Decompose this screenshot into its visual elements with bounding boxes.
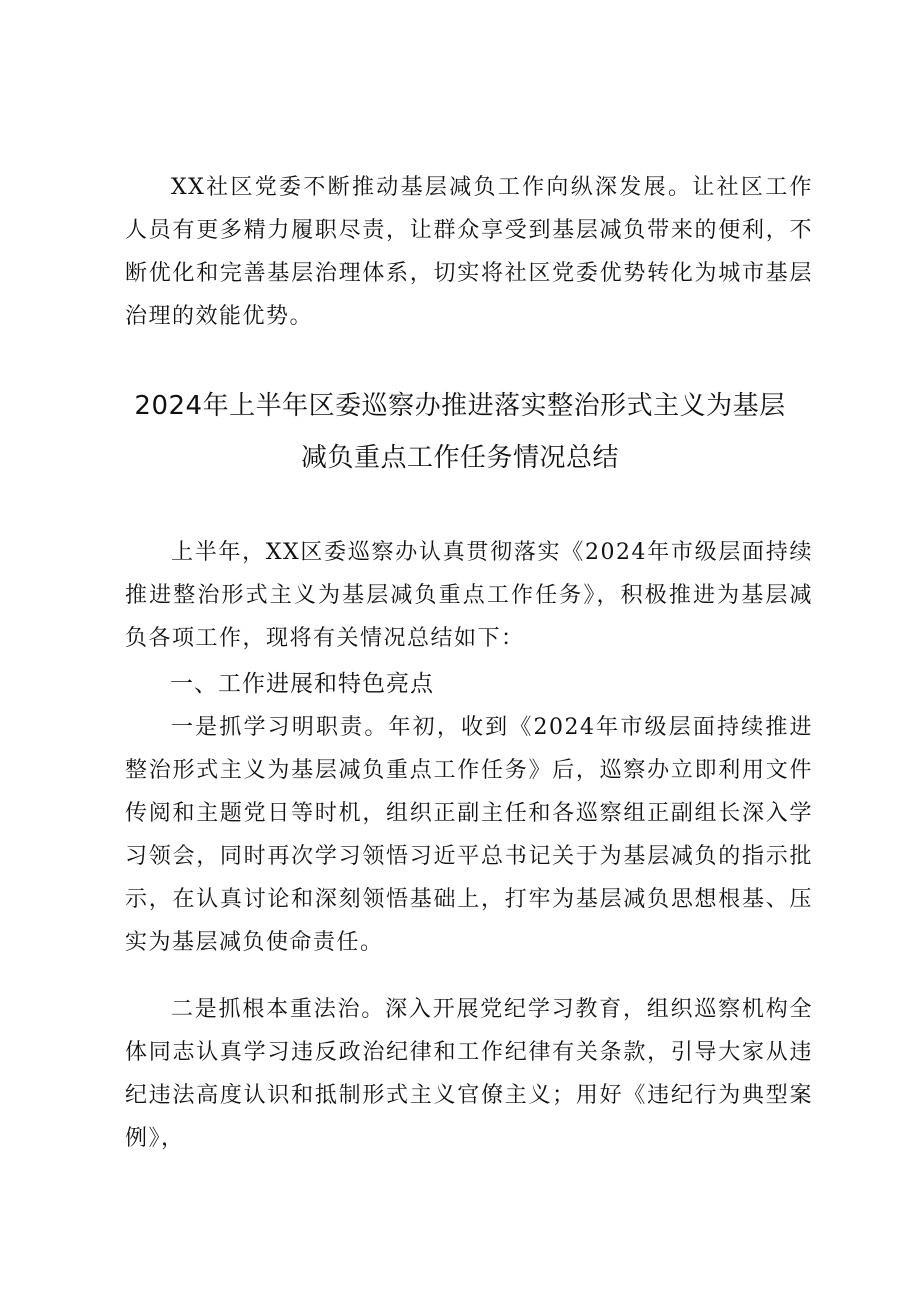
point-1-paragraph: 一是抓学习明职责。年初，收到《2024年市级层面持续推进整治形式主义为基层减负重点工作任务》后，巡察办立即利用文件传阅和主题党日等时机，组织正副主任和各巡察组正副组长深入学习领会，同时再次学习领悟习近平总书记关于为基层减负的指示批示，在认真讨论和深刻领悟基础上，打牢为基层减负思想根基、压实为基层减负使命责任。 bbox=[125, 715, 813, 955]
point-2-paragraph: 二是抓根本重法治。深入开展党纪学习教育，组织巡察机构全体同志认真学习违反政治纪律和工作纪律有关条款，引导大家从违纪违法高度认识和抵制形式主义官僚主义；用好《违纪行为典型案例》， bbox=[125, 997, 813, 1151]
opening-paragraph: 上半年，XX区委巡察办认真贯彻落实《2024年市级层面持续推进整治形式主义为基层减负重点工作任务》，积极推进为基层减负各项工作，现将有关情况总结如下： bbox=[125, 540, 813, 651]
title-line-2: 减负重点工作任务情况总结 bbox=[300, 443, 619, 473]
intro-paragraph: XX社区党委不断推动基层减负工作向纵深发展。让社区工作人员有更多精力履职尽责，让群众享受到基层减负带来的便利，不断优化和完善基层治理体系，切实将社区党委优势转化为城市基层治理的效能优势。 bbox=[125, 175, 813, 329]
section-heading: 一、工作进展和特色亮点 bbox=[170, 671, 434, 697]
document-title bbox=[110, 380, 810, 484]
title-line-1: 2024年上半年区委巡察办推进落实整治形式主义为基层 bbox=[134, 391, 786, 421]
